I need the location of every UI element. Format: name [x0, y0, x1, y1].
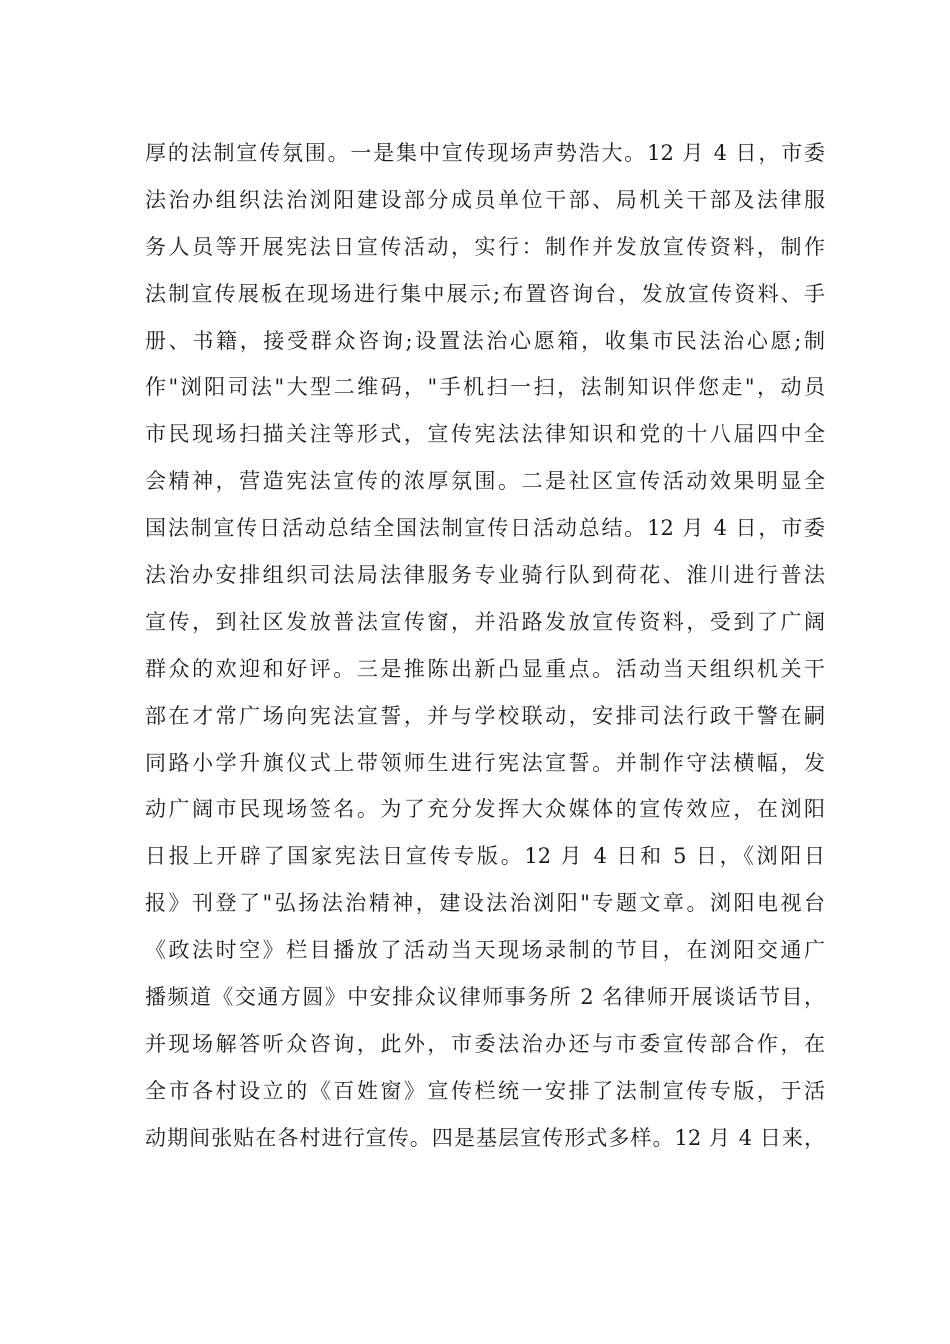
text-line: 群众的欢迎和好评。三是推陈出新凸显重点。活动当天组织机关干 [145, 656, 825, 681]
text-line: 务人员等开展宪法日宣传活动，实行：制作并发放宣传资料，制作 [145, 234, 825, 259]
text-line: 《政法时空》栏目播放了活动当天现场录制的节目，在浏阳交通广 [145, 938, 825, 963]
text-line: 作"浏阳司法"大型二维码，"手机扫一扫，法制知识伴您走"，动员 [145, 375, 825, 400]
text-line: 全市各村设立的《百姓窗》宣传栏统一安排了法制宣传专版，于活 [145, 1078, 825, 1103]
text-line: 动期间张贴在各村进行宣传。四是基层宣传形式多样。12 月 4 日来， [145, 1125, 825, 1150]
body-text [145, 130, 825, 1162]
text-line: 同路小学升旗仪式上带领师生进行宪法宣誓。并制作守法横幅，发 [145, 750, 825, 775]
text-line: 国法制宣传日活动总结全国法制宣传日活动总结。12 月 4 日，市委 [145, 516, 825, 541]
text-line: 日报上开辟了国家宪法日宣传专版。12 月 4 日和 5 日，《浏阳日 [145, 844, 825, 869]
text-line: 册、书籍，接受群众咨询;设置法治心愿箱，收集市民法治心愿;制 [145, 328, 825, 353]
text-line: 宣传，到社区发放普法宣传窗，并沿路发放宣传资料，受到了广阔 [145, 609, 825, 634]
text-line: 报》刊登了"弘扬法治精神，建设法治浏阳"专题文章。浏阳电视台 [145, 891, 825, 916]
text-line: 厚的法制宣传氛围。一是集中宣传现场声势浩大。12 月 4 日，市委 [145, 141, 825, 165]
text-line: 法治办安排组织司法局法律服务专业骑行队到荷花、淮川进行普法 [145, 563, 825, 588]
text-line: 播频道《交通方圆》中安排众议律师事务所 2 名律师开展谈话节目， [145, 985, 825, 1010]
text-line: 市民现场扫描关注等形式，宣传宪法法律知识和党的十八届四中全 [145, 422, 825, 447]
text-line: 并现场解答听众咨询，此外，市委法治办还与市委宣传部合作，在 [145, 1031, 825, 1056]
text-line: 部在才常广场向宪法宣誓，并与学校联动，安排司法行政干警在嗣 [145, 703, 825, 728]
text-line: 法治办组织法治浏阳建设部分成员单位干部、局机关干部及法律服 [145, 187, 825, 212]
text-line: 法制宣传展板在现场进行集中展示;布置咨询台，发放宣传资料、手 [145, 281, 825, 306]
text-line: 会精神，营造宪法宣传的浓厚氛围。二是社区宣传活动效果明显全 [145, 469, 825, 494]
text-line: 动广阔市民现场签名。为了充分发挥大众媒体的宣传效应，在浏阳 [145, 797, 825, 822]
